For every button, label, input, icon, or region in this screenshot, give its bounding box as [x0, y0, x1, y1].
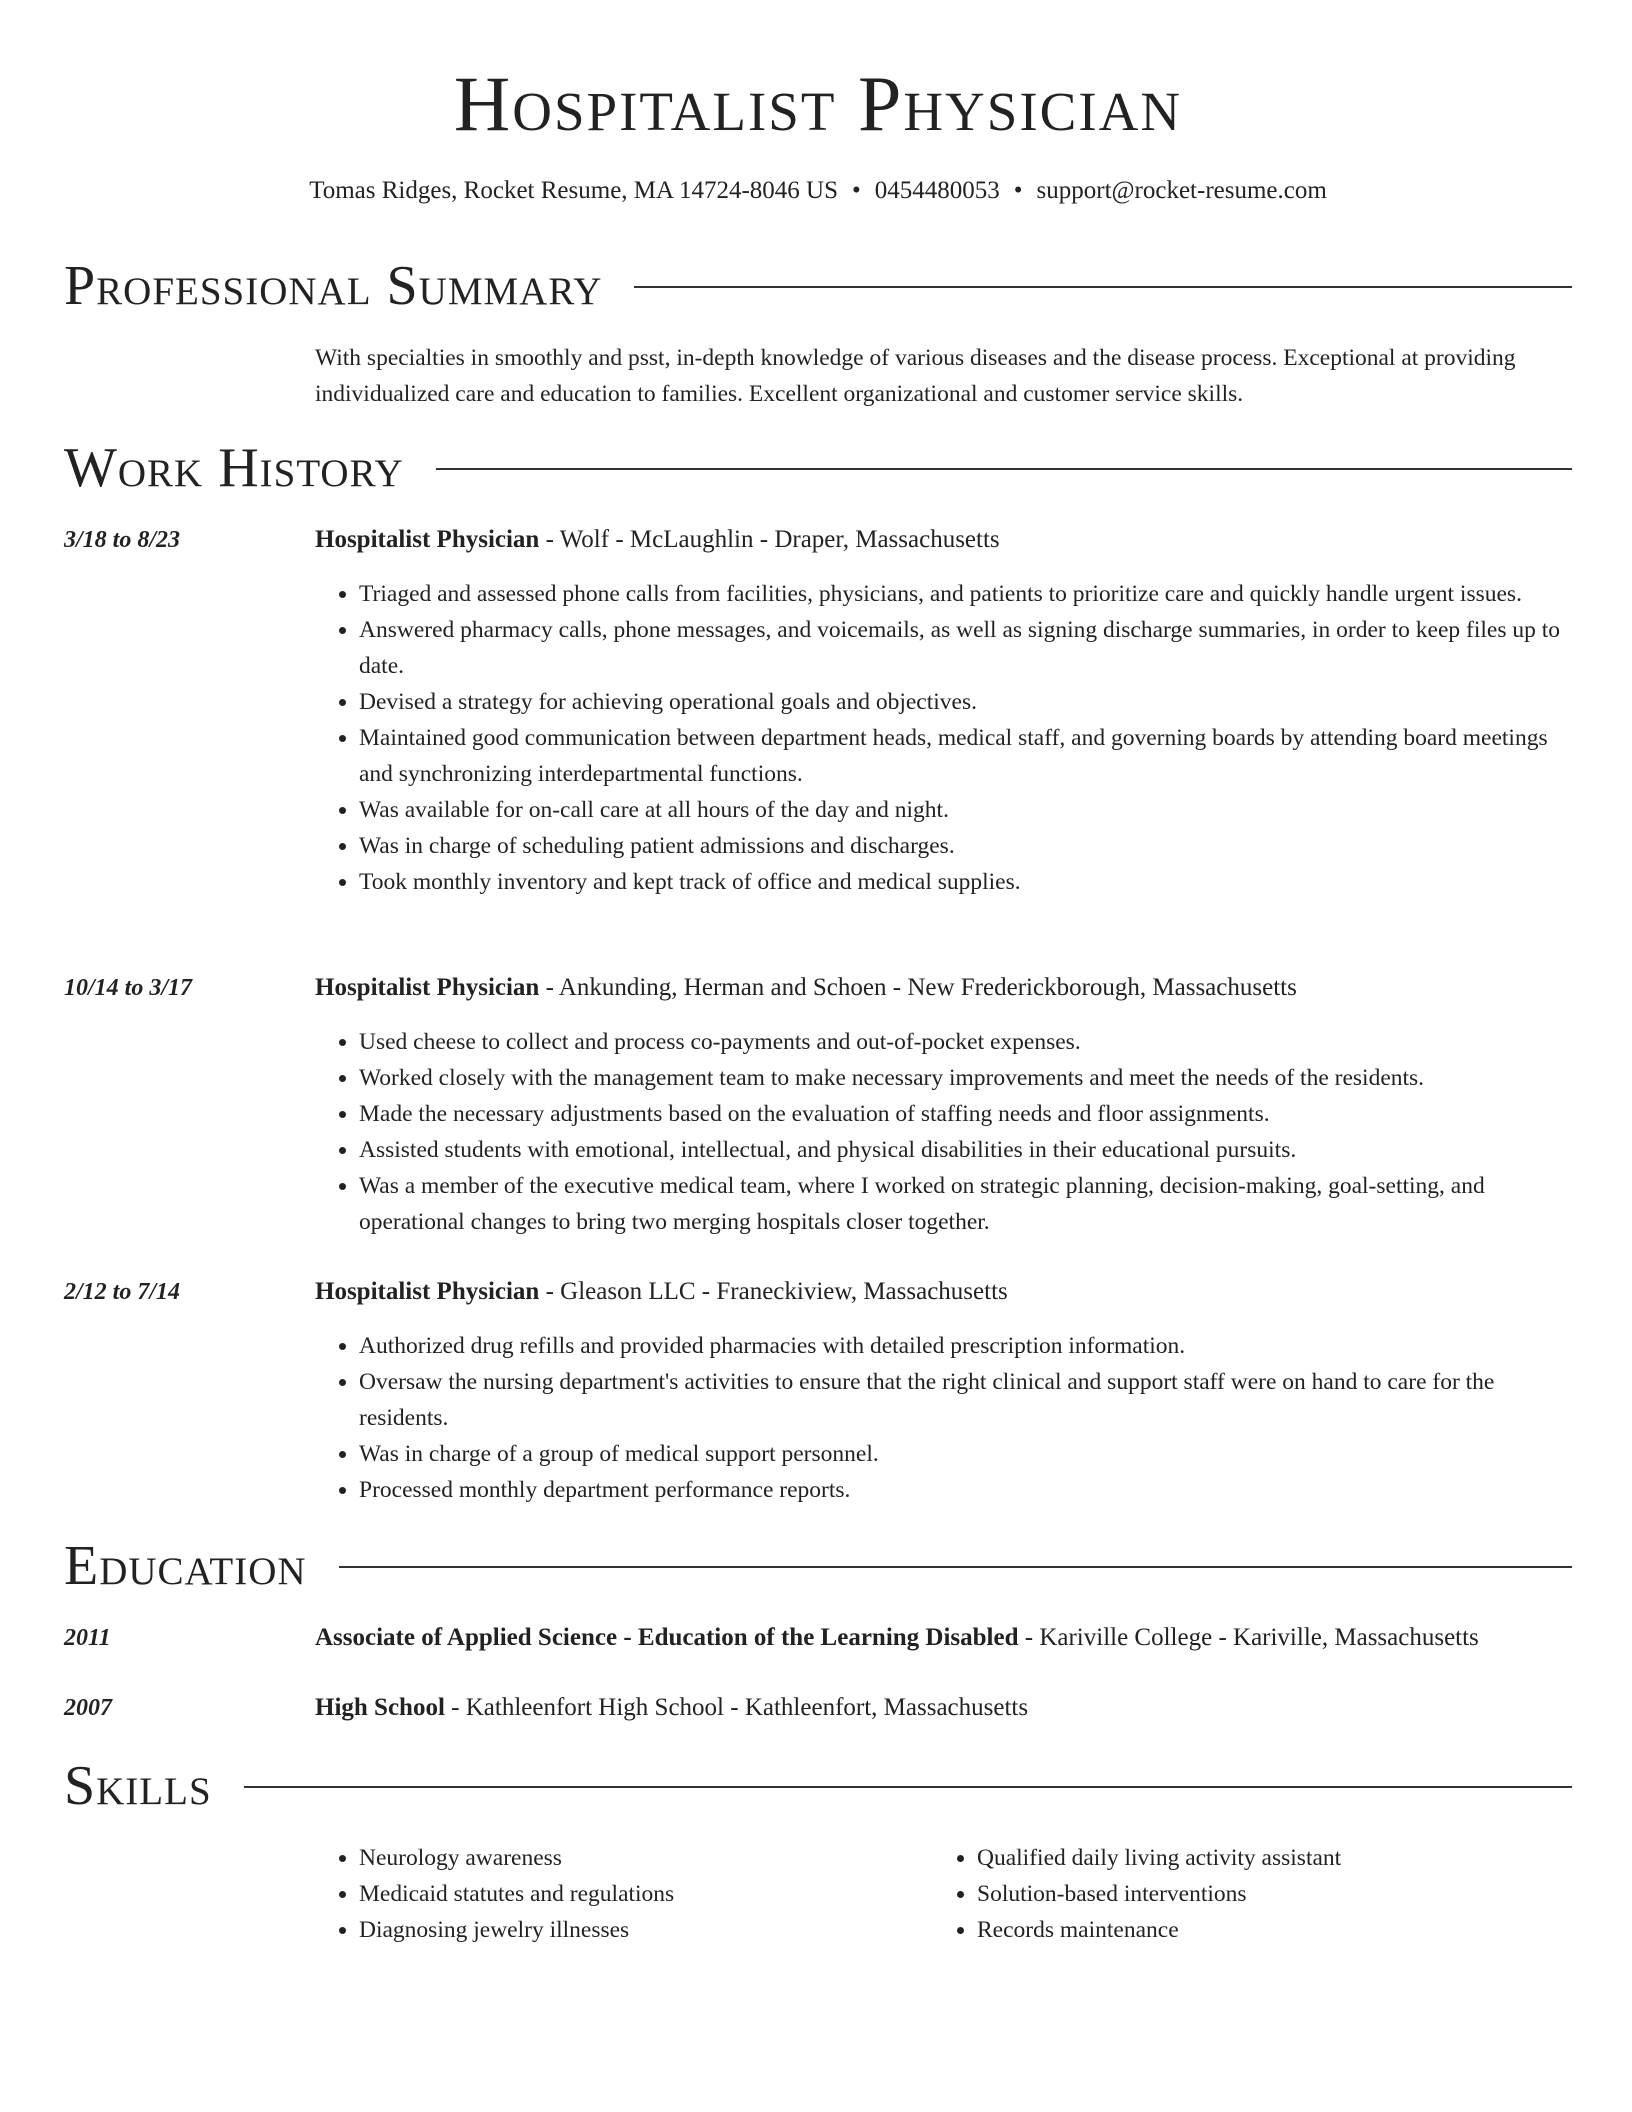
- education-degree: Associate of Applied Science - Education of the Learning Disabled: [315, 1624, 1019, 1651]
- job-dates: 3/18 to 8/23: [64, 527, 181, 553]
- job-bullet: • Was in charge of scheduling patient admissions and discharges.: [359, 828, 1572, 864]
- education-year: 2011: [64, 1625, 111, 1651]
- job-details: - Wolf - McLaughlin - Draper, Massachusetts: [539, 526, 1000, 553]
- contact-line: [64, 174, 1572, 208]
- job-bullet: • Was in charge of a group of medical support personnel.: [359, 1436, 1572, 1472]
- skill-item: • Solution-based interventions: [977, 1876, 1572, 1912]
- job-bullet: • Oversaw the nursing department's activities to ensure that the right clinical and support staff were on hand to care for the residents.: [359, 1364, 1572, 1436]
- job-bullet: • Made the necessary adjustments based on the evaluation of staffing needs and floor assignments.: [359, 1096, 1572, 1132]
- work-section-header: [64, 436, 1572, 500]
- work-heading: Work History: [64, 437, 404, 499]
- job-bullet: • Answered pharmacy calls, phone messages, and voicemails, as well as signing discharge summaries, in order to keep files up to date.: [359, 612, 1572, 684]
- job-bullet: • Used cheese to collect and process co-payments and out-of-pocket expenses.: [359, 1024, 1572, 1060]
- job-heading: [315, 970, 1572, 1006]
- summary-section-header: [64, 254, 1572, 318]
- skill-item: • Qualified daily living activity assistant: [977, 1840, 1572, 1876]
- section-divider: [244, 1786, 1572, 1788]
- job-bullet: • Was a member of the executive medical team, where I worked on strategic planning, decision-making, goal-setting, and operational changes to bring two merging hospitals closer together.: [359, 1168, 1572, 1240]
- job-title: Hospitalist Physician: [315, 526, 540, 553]
- contact-separator: •: [851, 177, 861, 204]
- skills-list-left: [315, 1840, 933, 1948]
- education-details: - Kariville College - Kariville, Massachusetts: [1018, 1624, 1479, 1651]
- skill-item: • Neurology awareness: [359, 1840, 933, 1876]
- education-section-header: [64, 1534, 1572, 1598]
- skill-item: • Records maintenance: [977, 1912, 1572, 1948]
- education-details: - Kathleenfort High School - Kathleenfort, Massachusetts: [444, 1694, 1029, 1721]
- job-bullet: • Authorized drug refills and provided pharmacies with detailed prescription information.: [359, 1328, 1572, 1364]
- job-dates: 10/14 to 3/17: [64, 975, 193, 1001]
- job-bullet: • Assisted students with emotional, intellectual, and physical disabilities in their educational pursuits.: [359, 1132, 1572, 1168]
- summary-heading: Professional Summary: [64, 255, 603, 317]
- education-degree: High School: [315, 1694, 445, 1721]
- section-divider: [634, 286, 1572, 288]
- summary-text: With specialties in smoothly and psst, in-depth knowledge of various diseases and the disease process. Exceptional at providing individualized care and education to families. Excellent organizational and customer service skills.: [315, 345, 1516, 407]
- job-details: - Gleason LLC - Franeckiview, Massachusetts: [539, 1278, 1008, 1305]
- contact-email: support@rocket-resume.com: [1036, 177, 1327, 204]
- job-bullet: • Was available for on-call care at all hours of the day and night.: [359, 792, 1572, 828]
- section-divider: [436, 468, 1572, 470]
- job-bullets: [315, 1328, 1572, 1508]
- job-bullets: [315, 1024, 1572, 1240]
- education-heading-line: [315, 1620, 1572, 1656]
- skill-item: • Diagnosing jewelry illnesses: [359, 1912, 933, 1948]
- education-heading-line: [315, 1690, 1572, 1726]
- section-divider: [339, 1566, 1572, 1568]
- contact-phone: 0454480053: [874, 177, 1000, 204]
- resume-title: Hospitalist Physician: [453, 60, 1183, 147]
- job-heading: [315, 1274, 1572, 1310]
- education-year: 2007: [64, 1695, 112, 1721]
- job-bullet: • Took monthly inventory and kept track of office and medical supplies.: [359, 864, 1572, 900]
- skills-list-right: [933, 1840, 1572, 1948]
- job-title: Hospitalist Physician: [315, 974, 540, 1001]
- skill-item: • Medicaid statutes and regulations: [359, 1876, 933, 1912]
- job-bullet: • Devised a strategy for achieving operational goals and objectives.: [359, 684, 1572, 720]
- job-dates: 2/12 to 7/14: [64, 1279, 181, 1305]
- job-title: Hospitalist Physician: [315, 1278, 540, 1305]
- education-heading: Education: [64, 1535, 307, 1597]
- skills-section-header: [64, 1754, 1572, 1818]
- skills-heading: Skills: [64, 1755, 212, 1817]
- job-details: - Ankunding, Herman and Schoen - New Frederickborough, Massachusetts: [539, 974, 1297, 1001]
- job-bullet: • Worked closely with the management team to make necessary improvements and meet the needs of the residents.: [359, 1060, 1572, 1096]
- job-bullets: [315, 576, 1572, 900]
- job-bullet: • Maintained good communication between department heads, medical staff, and governing boards by attending board meetings and synchronizing interdepartmental functions.: [359, 720, 1572, 792]
- job-heading: [315, 522, 1572, 558]
- job-bullet: • Triaged and assessed phone calls from facilities, physicians, and patients to prioritize care and quickly handle urgent issues.: [359, 576, 1572, 612]
- contact-separator: •: [1013, 177, 1023, 204]
- contact-address: Tomas Ridges, Rocket Resume, MA 14724-8046 US: [309, 177, 838, 204]
- job-bullet: • Processed monthly department performance reports.: [359, 1472, 1572, 1508]
